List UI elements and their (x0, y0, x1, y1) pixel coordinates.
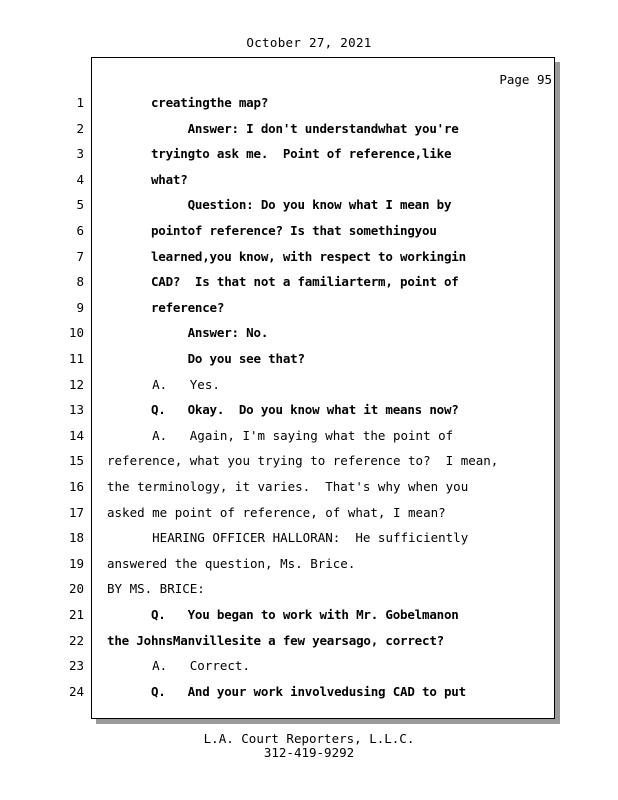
transcript-date: October 27, 2021 (246, 35, 372, 50)
transcript-line: reference? (107, 300, 225, 315)
transcript-line: the JohnsManvillesite a few yearsago, correct? (107, 633, 444, 648)
transcript-line: reference, what you trying to reference to? I mean, (107, 453, 499, 468)
line-number: 23 (68, 658, 84, 673)
transcript-line: Do you see that? (107, 351, 305, 366)
transcript-line: Answer: I don't understandwhat you're (107, 121, 459, 136)
transcript-line: A. Again, I'm saying what the point of (107, 428, 454, 443)
transcript-line: Q. You began to work with Mr. Gobelmanon (107, 607, 459, 622)
line-number: 16 (68, 479, 84, 494)
line-number: 13 (68, 402, 84, 417)
transcript-line: asked me point of reference, of what, I mean? (107, 505, 446, 520)
line-number: 21 (68, 607, 84, 622)
transcript-line: the terminology, it varies. That's why when you (107, 479, 469, 494)
line-number: 1 (76, 95, 84, 110)
transcript-line: Question: Do you know what I mean by (107, 197, 452, 212)
transcript-line: pointof reference? Is that somethingyou (107, 223, 437, 238)
transcript-line: tryingto ask me. Point of reference,like (107, 146, 452, 161)
line-number: 20 (68, 581, 84, 596)
transcript-line: Answer: No. (107, 325, 269, 340)
line-number: 17 (68, 505, 84, 520)
transcript-line: learned,you know, with respect to workingin (107, 249, 466, 264)
footer (0, 732, 618, 760)
line-number: 3 (76, 146, 84, 161)
line-number: 6 (76, 223, 84, 238)
line-number: 8 (76, 274, 84, 289)
line-number: 22 (68, 633, 84, 648)
line-number: 7 (76, 249, 84, 264)
reporter-phone: 312-419-9292 (263, 745, 355, 760)
line-number: 18 (68, 530, 84, 545)
line-number: 19 (68, 556, 84, 571)
line-number: 24 (68, 684, 84, 699)
line-number: 9 (76, 300, 84, 315)
line-number: 12 (68, 377, 84, 392)
line-number: 4 (76, 172, 84, 187)
line-number: 15 (68, 453, 84, 468)
transcript-line: A. Yes. (107, 377, 220, 392)
transcript-line: creatingthe map? (107, 95, 269, 110)
transcript-line: A. Correct. (107, 658, 250, 673)
line-number: 11 (68, 351, 84, 366)
reporter-company: L.A. Court Reporters, L.L.C. (203, 731, 415, 746)
transcript-line: Q. Okay. Do you know what it means now? (107, 402, 459, 417)
transcript-line: BY MS. BRICE: (107, 581, 205, 596)
line-number: 14 (68, 428, 84, 443)
transcript-line: HEARING OFFICER HALLORAN: He sufficiently (107, 530, 469, 545)
transcript-line: CAD? Is that not a familiarterm, point of (107, 274, 459, 289)
page-number: Page 95 (499, 72, 552, 87)
line-number: 5 (76, 197, 84, 212)
transcript-line: Q. And your work involvedusing CAD to put (107, 684, 466, 699)
line-number: 10 (68, 325, 84, 340)
line-number: 2 (76, 121, 84, 136)
transcript-line: what? (107, 172, 188, 187)
transcript-line: answered the question, Ms. Brice. (107, 556, 356, 571)
